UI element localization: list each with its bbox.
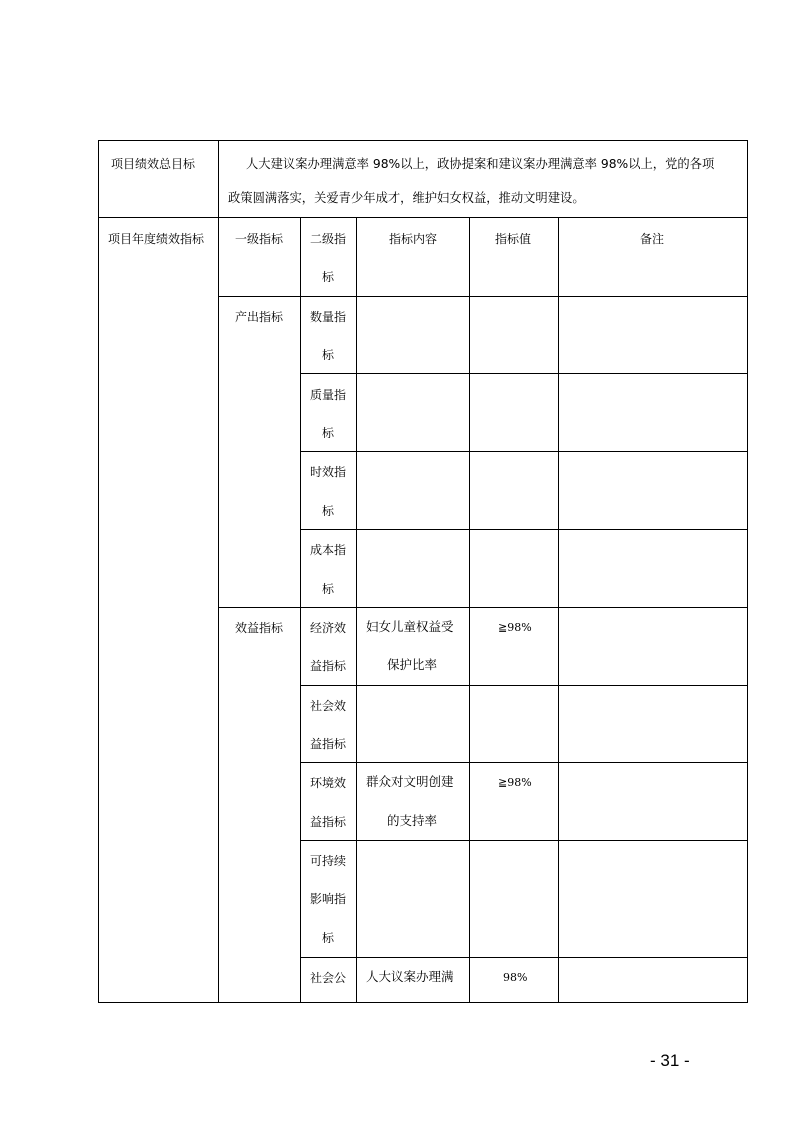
table-rule xyxy=(300,373,748,374)
table-rule xyxy=(218,607,748,608)
table-rule xyxy=(98,217,748,218)
header-level1: 一级指标 xyxy=(235,232,284,246)
table-rule xyxy=(218,296,748,297)
table-rule xyxy=(300,957,748,958)
output-indicator-label: 产出指标 xyxy=(235,310,284,324)
table-border-top xyxy=(98,140,748,141)
page-number: - 31 - xyxy=(650,1051,690,1070)
table-rule xyxy=(300,451,748,452)
social-benefit-line2: 益指标 xyxy=(310,737,347,751)
timeliness-indicator-line1: 时效指 xyxy=(310,465,347,479)
header-level2-line1: 二级指 xyxy=(310,232,347,246)
table-col-rule xyxy=(300,217,301,1003)
goal-text-line1: 人大建议案办理满意率 98%以上，政协提案和建议案办理满意率 98%以上，党的各项 xyxy=(246,157,715,171)
economic-value: ≧98% xyxy=(498,621,532,634)
table-col-rule xyxy=(356,217,357,1003)
annual-indicator-label: 项目年度绩效指标 xyxy=(108,232,205,246)
social-benefit-line1: 社会效 xyxy=(310,699,347,713)
economic-content-line2: 保护比率 xyxy=(387,657,438,672)
header-content: 指标内容 xyxy=(389,232,438,246)
header-level2-line2: 标 xyxy=(322,270,335,284)
goal-text-line2: 政策圆满落实，关爱青少年成才，维护妇女权益，推动文明建设。 xyxy=(228,191,585,205)
social-public-value: 98% xyxy=(503,971,528,984)
sustainable-impact-line2: 影响指 xyxy=(310,892,347,906)
header-note: 备注 xyxy=(640,232,665,246)
economic-benefit-line2: 益指标 xyxy=(310,659,347,673)
quality-indicator-line1: 质量指 xyxy=(310,388,347,402)
table-border-bottom xyxy=(98,1002,748,1003)
social-public-line1: 社会公 xyxy=(310,971,347,985)
table-col-rule xyxy=(558,217,559,1003)
table-rule xyxy=(300,762,748,763)
environmental-content-line2: 的支持率 xyxy=(387,813,438,828)
environmental-benefit-line1: 环境效 xyxy=(310,776,347,790)
quantity-indicator-line2: 标 xyxy=(322,348,335,362)
social-public-content-line1: 人大议案办理满 xyxy=(366,969,454,984)
economic-benefit-line1: 经济效 xyxy=(310,621,347,635)
cost-indicator-line2: 标 xyxy=(322,582,335,596)
quantity-indicator-line1: 数量指 xyxy=(310,310,347,324)
environmental-benefit-line2: 益指标 xyxy=(310,815,347,829)
table-rule xyxy=(300,840,748,841)
quality-indicator-line2: 标 xyxy=(322,426,335,440)
table-border-right xyxy=(747,140,748,1003)
goal-label: 项目绩效总目标 xyxy=(111,157,196,171)
table-rule xyxy=(300,685,748,686)
table-col-rule xyxy=(469,217,470,1003)
timeliness-indicator-line2: 标 xyxy=(322,504,335,518)
table-rule xyxy=(300,529,748,530)
benefit-indicator-label: 效益指标 xyxy=(235,621,284,635)
environmental-value: ≧98% xyxy=(498,776,532,789)
header-value: 指标值 xyxy=(495,232,532,246)
table-border-left xyxy=(98,140,99,1003)
economic-content-line1: 妇女儿童权益受 xyxy=(366,619,454,634)
sustainable-impact-line1: 可持续 xyxy=(310,854,347,868)
table-col-rule xyxy=(218,140,219,1003)
sustainable-impact-line3: 标 xyxy=(322,931,335,945)
environmental-content-line1: 群众对文明创建 xyxy=(366,774,454,789)
cost-indicator-line1: 成本指 xyxy=(310,543,347,557)
